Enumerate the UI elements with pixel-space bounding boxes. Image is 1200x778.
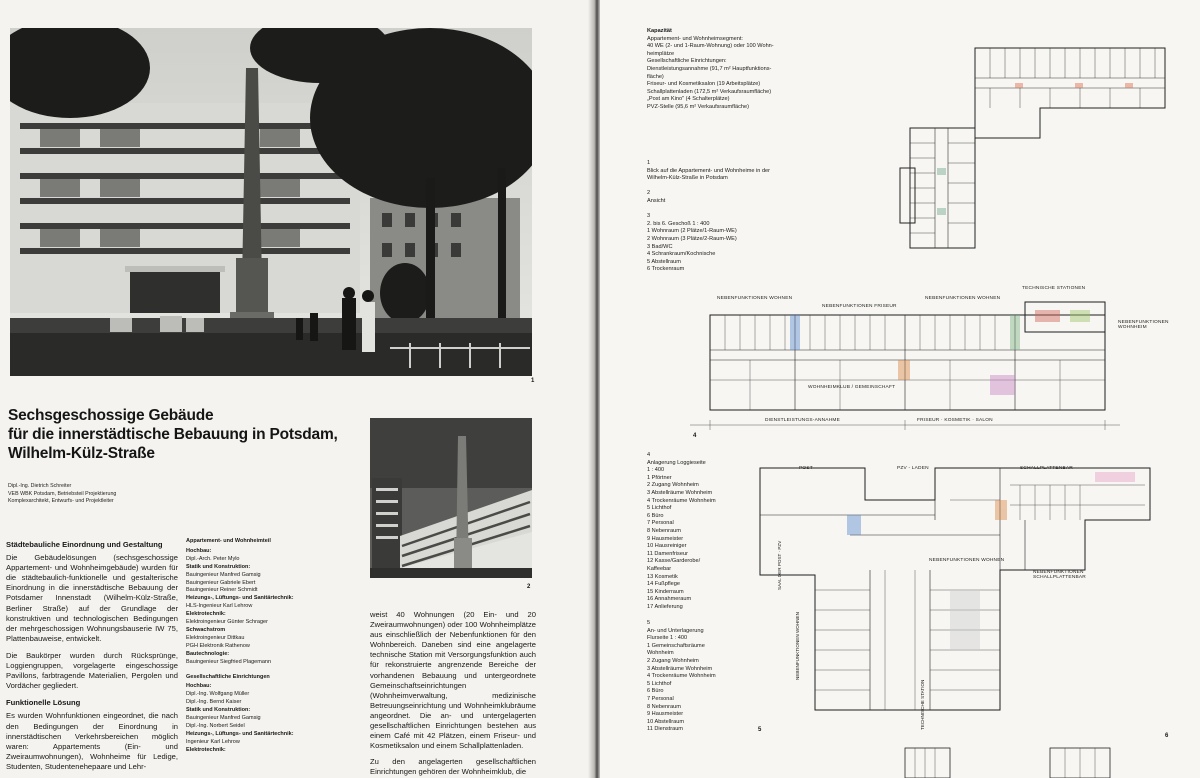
credit-role: Elektrotechnik: [186,746,226,753]
credit-name: Bauingenieur Gabriele Ebert [186,579,256,586]
left-page [0,0,594,778]
credit-role: Heizungs-, Lüftungs- und Sanitärtechnik: [186,730,294,737]
legend-line: 6 Büro [647,512,664,519]
caption-line: Blick auf die Appartement- und Wohnheime in der [647,167,771,174]
credit-name: Dipl.-Ing. Wolfgang Müller [186,691,250,698]
title-line-1: Sechsgeschossige Gebäude [8,407,214,424]
credit-role: Heizungs-, Lüftungs- und Sanitärtechnik: [186,595,294,602]
label-friseur-kosmetik: FRISEUR · KOSMETIK · SALON [917,418,993,423]
figure-captions [647,160,770,274]
text-column-1 [6,540,178,778]
author-line: Dipl.-Ing. Dietrich Schreiter [8,483,72,489]
legend-line: 2 Zugang Wohnheim [647,657,699,664]
credit-name: Bauingenieur Siegfried Plagemann [186,658,272,665]
caption-line: 2 Wohnraum (3 Plätze/2-Raum-WE) [647,235,737,242]
label-nf-friseur: NEBENFUNKTIONEN FRISEUR [822,304,897,309]
legend-line: 7 Personal [647,695,674,702]
legend-line: 2 Zugang Wohnheim [647,482,699,489]
floor-plan-partial [900,744,1160,778]
photo-obelisk-view [370,418,532,578]
caption-line: 5 Abstellraum [647,258,681,265]
figure-5-number: 5 [758,727,762,733]
caption-line: 3 Bad/WC [647,243,673,250]
caption-line: Wilhelm-Külz-Straße in Potsdam [647,175,728,182]
photo-street-view [10,28,532,376]
legend-line: 15 Kinderraum [647,588,684,595]
legend-line: 3 Abstellräume Wohnheim [647,665,713,672]
legend-line: Wohnheim [647,650,674,657]
credit-name: Bauingenieur Reiner Schmidt [186,587,258,594]
figure-4-number: 4 [693,433,697,439]
credit-name: Elektroingenieur Dittkau [186,634,245,641]
floor-plan-ground-loggia [690,280,1130,440]
credit-role: Statik und Konstruktion: [186,707,251,714]
credit-name: Elektroingenieur Günter Schrager [186,619,268,626]
title-line-3: Wilhelm-Külz-Straße [8,445,155,462]
label-pzv-laden: PZV - LADEN [897,466,929,471]
legend-line: 8 Nebenraum [647,527,681,534]
label-nf-wohnen-2: NEBENFUNKTIONEN WOHNEN [925,296,1001,301]
legend-line: 13 Kosmetik [647,573,678,580]
caption-line: 1 Wohnraum (2 Plätze/1-Raum-WE) [647,228,737,235]
legend-line: 9 Hausmeister [647,711,684,718]
paragraph: Die Gebäudelösungen (sechsgeschossige Appartement- und Wohnheimgebäude) wurden für die städtebaulich-funktionelle und gestalterische Einordnung in die innerstädtische Bebauung der Potsdamer Innenstadt (Wilhelm-Külz-Straße, Berliner Straße) auf der Grundlage der konstruktiven und technologischen Bedingungen der mehrgeschossigen Wohnungsbauserie IW 75, Plattenbauweise, entwickelt. [6,553,178,643]
capacity-line: Friseur- und Kosmetiksalon (19 Arbeitsplätze) [647,81,761,88]
credit-role: Bautechnologie: [186,650,230,657]
legend-line: 12 Kasse/Garderobe/ [647,558,701,565]
caption-line: 6 Trockenraum [647,266,685,273]
caption-line: 3 [647,213,651,220]
credit-name: HLS-Ingenieur Karl Lehrow [186,603,253,610]
legend-line: 4 Trockenräume Wohnheim [647,497,716,504]
figure-6-number: 6 [1165,733,1169,739]
legend-line: 17 Anlieferung [647,603,683,610]
credit-role: Elektrotechnik: [186,611,226,618]
legend-line: Anlagerung Loggieseite [647,459,706,466]
credit-role: Statik und Konstruktion: [186,563,251,570]
caption-line: 2 [647,190,651,197]
capacity-line: Dienstleistungsannahme (91,7 m² Hauptfunktions- [647,65,772,72]
capacity-line: 40 WE (2- und 1-Raum-Wohnung) oder 100 Wohn- [647,43,774,50]
credit-role: Hochbau: [186,683,212,690]
legend-line: Kaffeebar [647,565,672,572]
label-schallplattenbar: SCHALLPLATTENBAR [1020,466,1073,471]
legend-line: 11 Damenfriseur [647,550,688,557]
subheading: Städtebauliche Einordnung und Gestaltung [6,540,163,549]
legend-line: 5 Lichthof [647,505,672,512]
floor-plan-upper [880,38,1190,288]
label-nf-schallplattenbar: NEBENFUNKTIONEN SCHALLPLATTENBAR [1033,570,1086,580]
author-block [8,483,208,506]
label-vertical-tech: TECHNISCHE STATION [920,679,925,730]
legend-plan-5 [647,620,716,734]
capacity-line: Gesellschaftliche Einrichtungen: [647,58,727,65]
legend-line: 4 Trockenräume Wohnheim [647,673,716,680]
credit-role: Schwachstrom [186,626,226,633]
credit-name: Bauingenieur Manfred Gamsig [186,715,261,722]
label-tech-stations: TECHNISCHE STATIONEN [1022,286,1086,291]
capacity-block [647,28,774,112]
legend-line: 4 [647,452,651,458]
legend-plan-4 [647,452,716,611]
figure-2-number: 2 [527,584,531,590]
capacity-heading: Kapazität [647,28,672,34]
legend-line: 1 : 400 [647,467,665,474]
legend-line: 9 Hausmeister [647,535,684,542]
figure-1-number: 1 [531,378,535,384]
credits-heading: Appartement- und Wohnheimteil [186,538,271,544]
caption-line [647,206,770,214]
caption-line: 1 [647,160,651,166]
paragraph: Zu den angelagerten gesellschaftlichen Einrichtungen gehören der Wohnheimklub, die [370,757,536,777]
capacity-line: heimplätze [647,50,675,57]
legend-line: 7 Personal [647,520,674,527]
label-vertical-post: SAAL DER POST · PZV [777,540,782,590]
legend-line: 16 Annahmeraum [647,596,692,603]
author-line: VEB WBK Potsdam, Betriebsteil Projektierung [8,490,117,497]
title-line-2: für die innerstädtische Bebauung in Potsdam, [8,426,338,443]
text-column-3 [370,610,536,778]
legend-line: 8 Nebenraum [647,703,681,710]
legend-line: 3 Abstellräume Wohnheim [647,489,713,496]
capacity-line: „Post am Kino" (4 Schalterplätze) [647,96,730,103]
caption-line: 2. bis 6. Geschoß 1 : 400 [647,220,710,227]
legend-line: 5 Lichthof [647,680,672,687]
legend-line: 1 Gemeinschaftsräume [647,642,705,649]
capacity-line: Appartement- und Wohnheimsegment: [647,35,743,42]
label-vertical-nf: NEBENFUNKTIONEN WOHNEN [795,612,800,680]
paragraph: Es wurden Wohnfunktionen eingeordnet, die nach den Bedingungen der Einordnung in innerstädtischen Verkehrsbereichen möglich waren: Appartements (Ein- und Zweiraumwohnungen), Wohnheime für Ledige, Studenten, Studentenehepaare und Lehr- [6,711,178,771]
label-dienstleistung: DIENSTLEISTUNGS-ANNAHME [765,418,840,423]
legend-line: 10 Hausreiniger [647,543,687,550]
capacity-line: PVZ-Stelle (95,6 m² Verkaufsraumfläche) [647,103,749,110]
caption-line [647,183,770,191]
legend-line: 10 Abstellraum [647,718,685,725]
legend-line: 1 Pförtner [647,474,672,481]
legend-line: 5 [647,620,651,626]
paragraph: weist 40 Wohnungen (20 Ein- und 20 Zweiraumwohnungen) oder 100 Wohnheimplätze aus einschließlich der Nebenfunktionen für den Wohnbereich. Daneben sind eine angelagerte technische Station mit Versorgungsfunktion auch für rekonstruierte angrenzende Bereiche der vorhandenen Bebauung und untergeordnete Gemeinschaftseinrichtungen (Wohnheimverwaltung, medizinische Betreuungseinrichtung und Wohnheimklubräume angeordnet. Die an- und untergelagerten gesellschaftlichen Einrichtungen bestehen aus einem Café mit 42 Plätzen, einem Friseur- und Kosmetiksalon und einem Schallplattenladen. [370,610,536,751]
caption-line: 4 Schrankraum/Kochnische [647,251,716,258]
capacity-line: fläche) [647,73,664,80]
article-title [8,406,368,463]
capacity-line: Schallplattenladen (172,5 m² Verkaufsraumfläche) [647,88,772,95]
credit-name: Bauingenieur Manfred Gamsig [186,571,261,578]
subheading: Funktionelle Lösung [6,698,81,708]
credit-role: Hochbau: [186,547,212,554]
legend-line: 11 Dienstraum [647,726,683,733]
label-wohnheimklub: WOHNHEIMKLUB / GEMEINSCHAFT [808,385,896,390]
credit-name: PGH Elektronik Rathenow [186,642,250,649]
caption-line: Ansicht [647,197,666,204]
label-nf-wohnen-plan5: NEBENFUNKTIONEN WOHNEN [929,558,1005,563]
floor-plan-underlay [755,460,1175,730]
paragraph: Die Baukörper wurden durch Rücksprünge, Loggiengruppen, vorgelagerte eingeschossige Pavillons, farbtragende Materialien, Pergolen und Vordächer gegliedert. [6,650,178,691]
credit-name: Dipl.-Ing. Bernd Kaiser [186,699,242,706]
credit-name: Dipl.-Ing. Norbert Seidel [186,722,245,729]
credits-column [186,538,361,755]
credits-heading: Gesellschaftliche Einrichtungen [186,673,270,680]
legend-line: Flurseite 1 : 400 [647,635,688,642]
credit-name: Dipl.-Arch. Peter Mylo [186,555,240,562]
credit-name: Ingenieur Karl Lehrow [186,738,240,745]
label-post: POST [799,466,813,471]
legend-line: 6 Büro [647,688,664,695]
legend-line: An- und Unterlagerung [647,627,704,634]
author-line: Komplexarchitekt, Entwurfs- und Projektleiter [8,498,114,504]
legend-line: 14 Fußpflege [647,581,680,588]
label-nf-wohnen: NEBENFUNKTIONEN WOHNEN [717,296,793,301]
label-nf-wohnheim: NEBENFUNKTIONEN WOHNHEIM [1118,320,1169,330]
